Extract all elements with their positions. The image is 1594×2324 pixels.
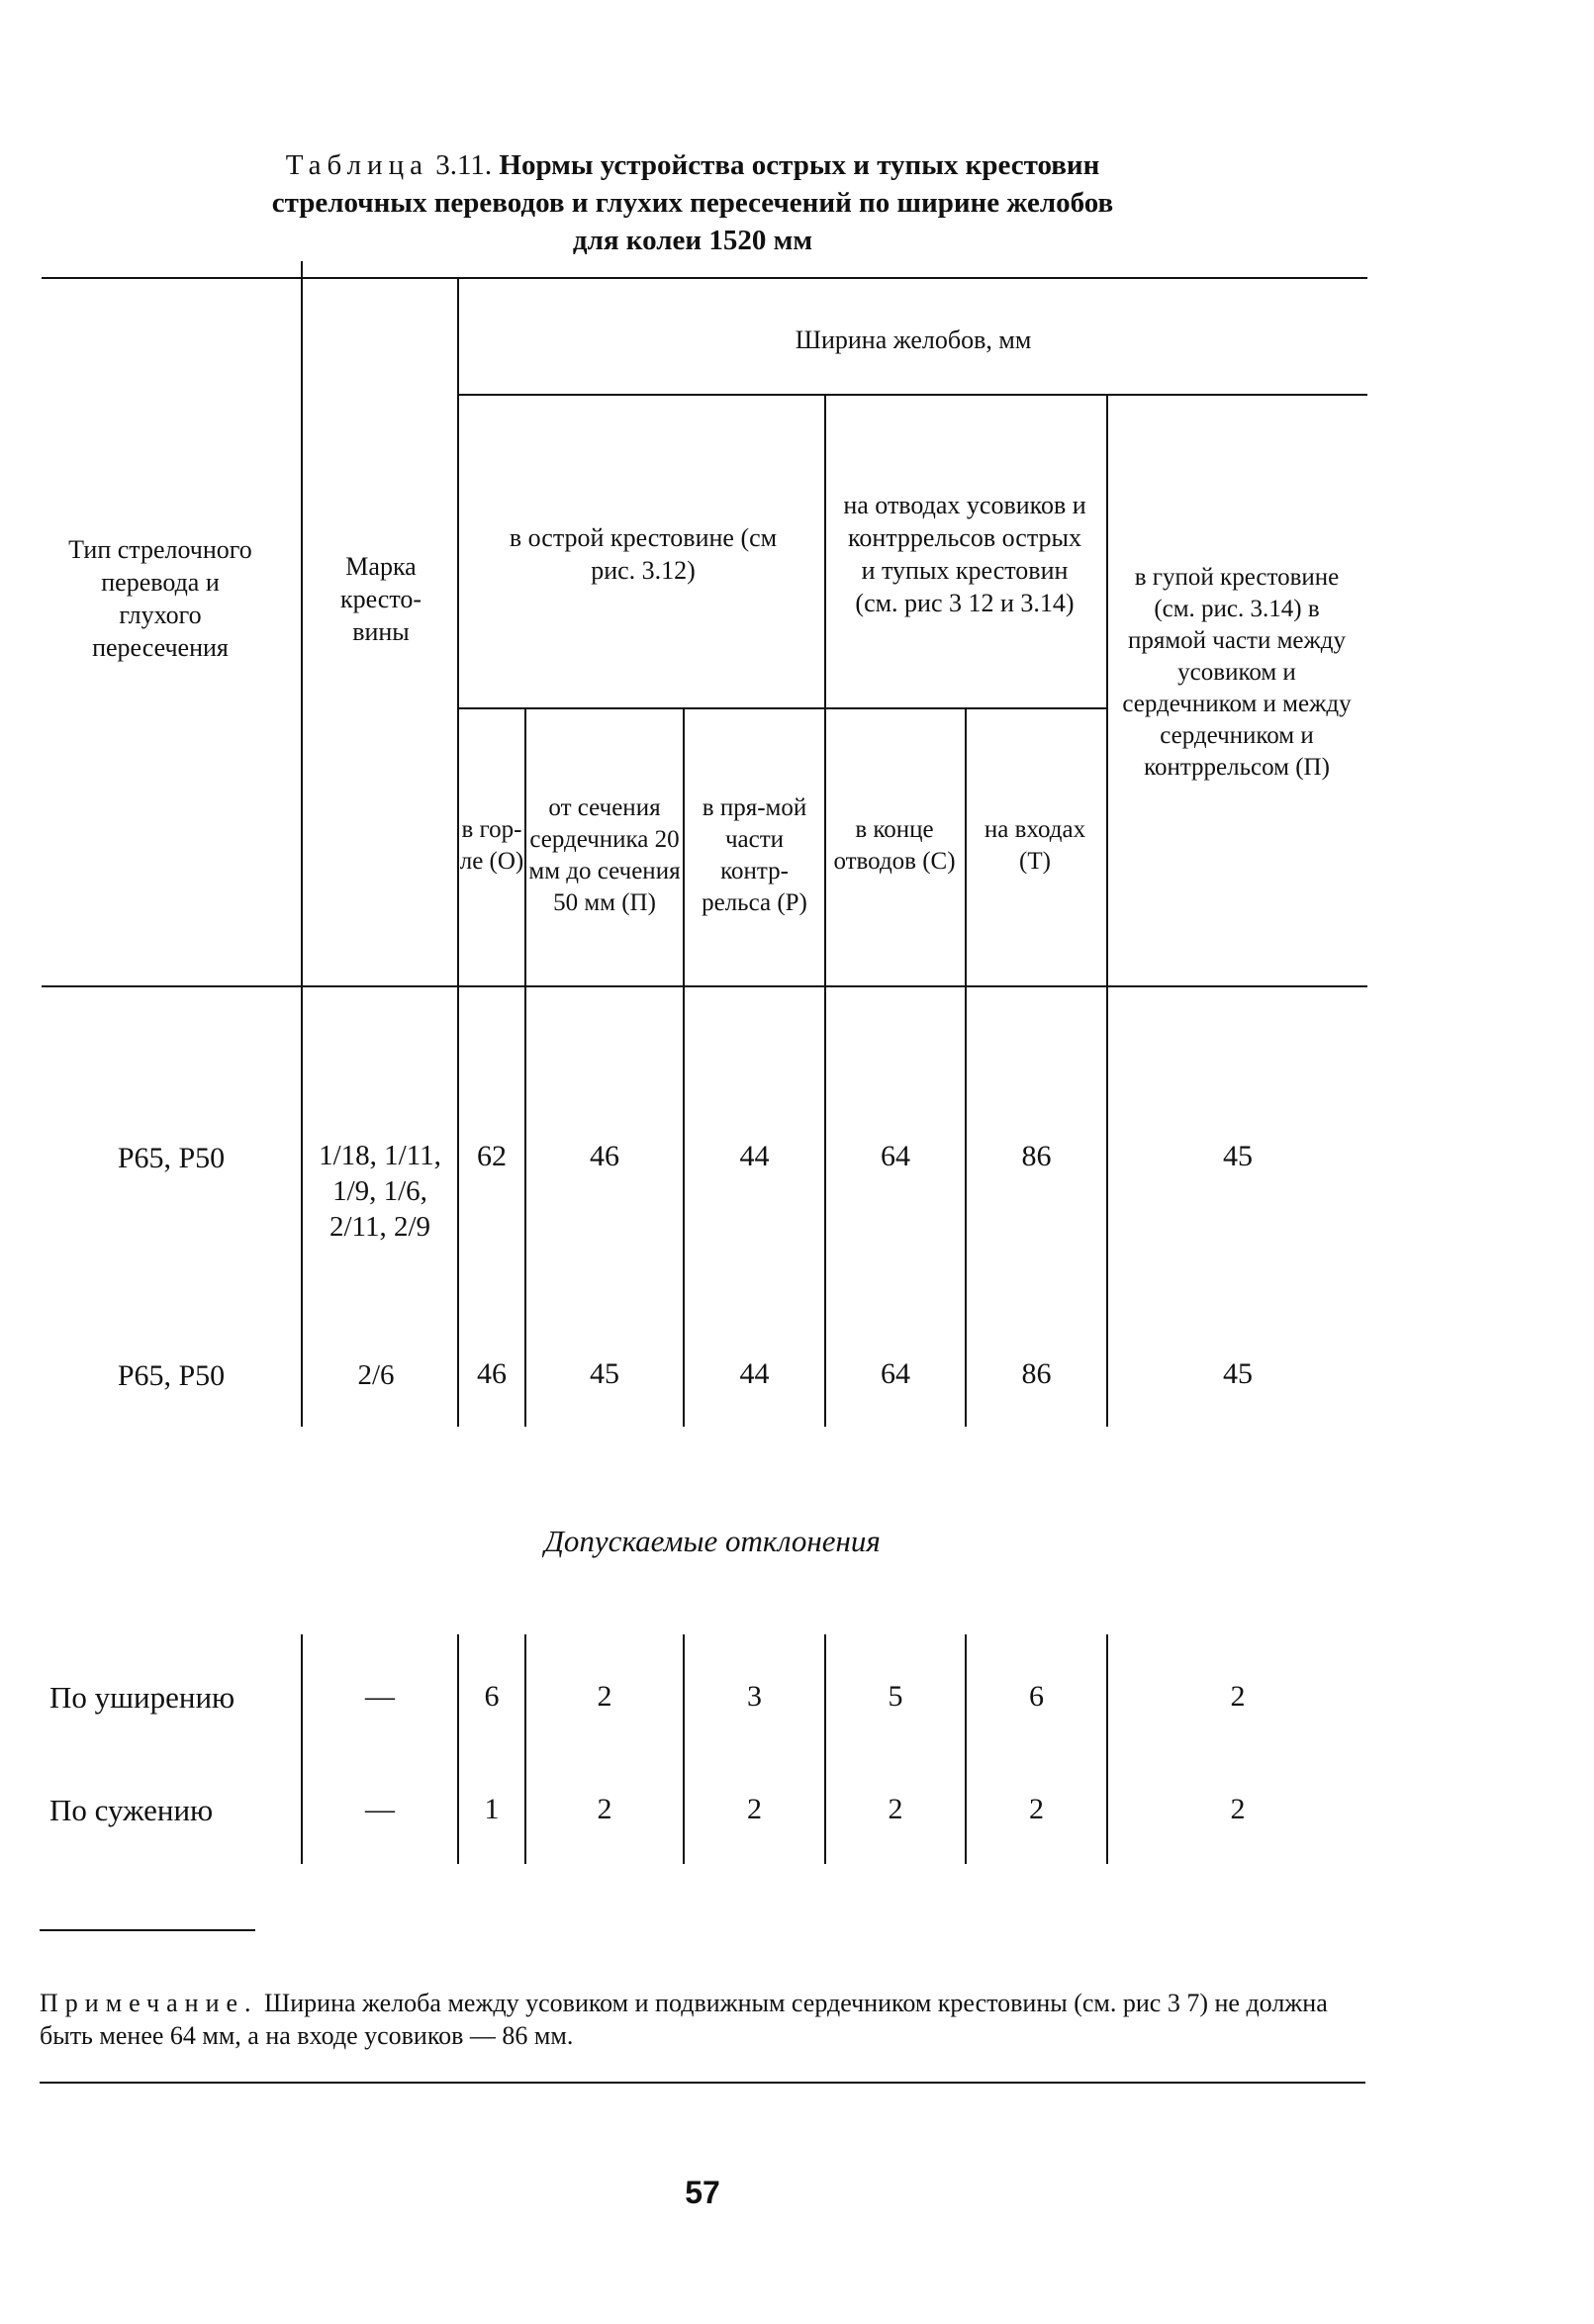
col-divider-5 [824, 396, 826, 1427]
row-2-from-section: 45 [590, 1357, 619, 1390]
header-sharp-group: в острой крестовине (см рис. 3.12) [509, 523, 778, 585]
header-throat: в гор-ле (О) [459, 816, 524, 875]
header-obtuse [1113, 524, 1360, 821]
width-group-rule [457, 394, 1367, 396]
header-from-section: от сечения сердечника 20 мм до сечения 50 мм (П) [528, 794, 681, 916]
row-1-throat: 62 [477, 1140, 507, 1172]
note-lead: Примечание. [40, 1989, 258, 2017]
header-width-group: Ширина желобов, мм [795, 325, 1032, 354]
title-lead: Таблица [285, 149, 428, 181]
row-1-from-section: 46 [590, 1140, 619, 1172]
dev-row-1-from-section: 2 [597, 1680, 612, 1713]
dev-divider-3 [524, 1634, 526, 1864]
row-1-straight-part: 44 [739, 1140, 770, 1172]
bottom-rule [40, 2082, 1365, 2084]
title-line-1: Нормы устройства острых и тупых крестовин [499, 149, 1100, 181]
title-line-2: стрелочных переводов и глухих пересечений по ширине желобов [271, 187, 1114, 219]
col-divider-4 [683, 708, 685, 1427]
col-divider-7 [1106, 396, 1108, 1427]
row-2-throat: 46 [477, 1357, 507, 1390]
row-2-branch-end: 64 [881, 1357, 910, 1390]
dev-row-1-mark: — [365, 1680, 395, 1713]
note-text: Ширина желоба между усовиком и подвижным сердечником крестовины (см. рис 3 7) не должна быть менее 64 мм, а на входе усовиков — 86 мм. [40, 1989, 1328, 2050]
header-branches-group: на отводах усовиков и контррельсов острых и тупых крестовин (см. рис 3 12 и 3.14) [843, 491, 1086, 617]
row-2-obtuse: 45 [1223, 1357, 1253, 1390]
row-1-mark: 1/18, 1/11, 1/9, 1/6, 2/11, 2/9 [319, 1140, 441, 1243]
subgroup-rule [457, 707, 1106, 709]
dev-row-1-entries: 6 [1029, 1680, 1044, 1713]
row-1-entries: 86 [1021, 1140, 1052, 1172]
deviations-title: Допускаемые отклонения [544, 1524, 881, 1558]
top-rule [42, 277, 1367, 279]
dev-row-2-obtuse: 2 [1230, 1793, 1246, 1825]
page-number: 57 [685, 2175, 720, 2210]
header-straight-part: в пря-мой части контр-рельса (Р) [702, 794, 807, 916]
dev-divider-5 [824, 1634, 826, 1864]
row-2-straight-part: 44 [739, 1357, 770, 1390]
dev-row-2-from-section: 2 [597, 1793, 612, 1825]
row-1-type: Р65, Р50 [117, 1141, 226, 1174]
dev-row-2-label: По сужению [49, 1793, 214, 1827]
dev-row-1-label: По уширению [49, 1680, 235, 1715]
dev-row-2-entries: 2 [1029, 1793, 1044, 1825]
row-2-mark: 2/6 [357, 1358, 395, 1391]
dev-row-2-straight-part: 2 [747, 1793, 762, 1825]
dev-row-2-mark: — [365, 1793, 395, 1825]
table-title [119, 146, 1266, 259]
dev-divider-1 [301, 1634, 303, 1864]
footnote-rule [40, 1929, 255, 1931]
dev-divider-2 [457, 1634, 459, 1864]
header-bottom-rule [42, 985, 1367, 987]
row-1-branch-end: 64 [881, 1140, 910, 1172]
row-1-obtuse: 45 [1223, 1140, 1253, 1172]
header-entries: на входах (Т) [984, 816, 1086, 875]
dev-row-1-throat: 6 [484, 1680, 500, 1713]
col-divider-1 [301, 261, 303, 1427]
dev-row-1-branch-end: 5 [888, 1680, 903, 1713]
row-2-entries: 86 [1021, 1357, 1052, 1390]
dev-row-2-throat: 1 [484, 1793, 500, 1825]
header-mark: Марка кресто-вины [339, 551, 422, 646]
header-obtuse-text: в гупой крестовине (см. рис. 3.14) в прямой части между усовиком и сердечником и между сердечником и контррельсом (П) [1122, 564, 1352, 781]
dev-divider-7 [1106, 1634, 1108, 1864]
dev-divider-6 [965, 1634, 967, 1864]
dev-divider-4 [683, 1634, 685, 1864]
row-2-type: Р65, Р50 [117, 1358, 226, 1392]
dev-row-2-branch-end: 2 [888, 1793, 903, 1825]
table-note [40, 1987, 1370, 2052]
col-divider-6 [965, 708, 967, 1427]
dev-row-1-obtuse: 2 [1230, 1680, 1246, 1713]
header-branch-end: в конце отводов (С) [833, 816, 956, 875]
dev-row-1-straight-part: 3 [747, 1680, 762, 1713]
title-number: 3.11. [435, 149, 493, 181]
title-line-3: для колеи 1520 мм [572, 225, 813, 256]
header-type: Тип стрелочного перевода и глухого пересечения [68, 535, 252, 662]
